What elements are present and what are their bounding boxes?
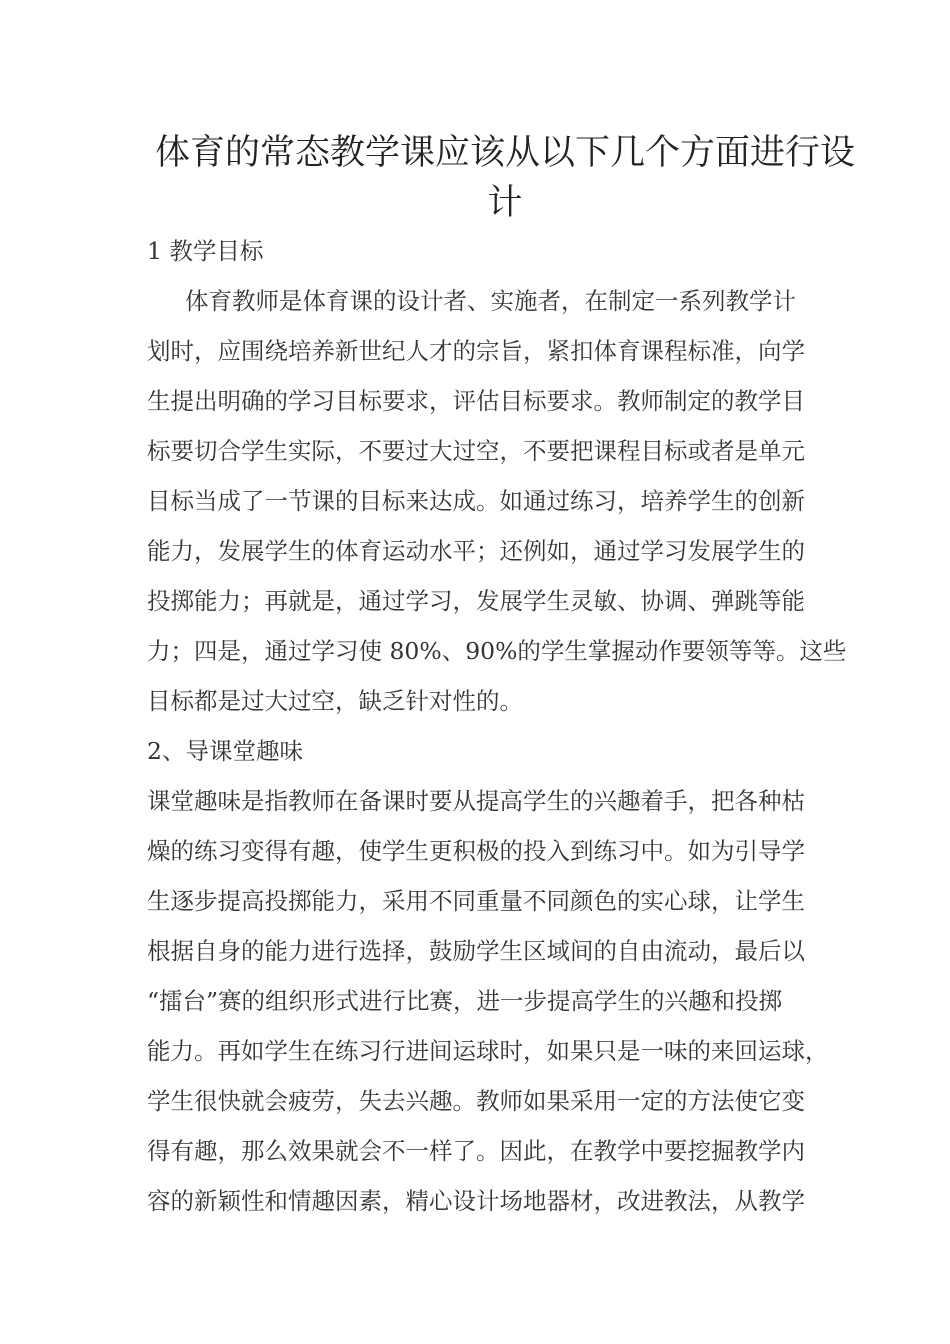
paragraph-line: 投掷能力；再就是，通过学习，发展学生灵敏、协调、弹跳等能 (147, 587, 805, 615)
document-title: 体育的常态教学课应该从以下几个方面进行设计 (154, 133, 855, 223)
paragraph-line: 燥的练习变得有趣，使学生更积极的投入到练习中。如为引导学 (147, 837, 805, 865)
paragraph-line: 目标都是过大过空，缺乏针对性的。 (147, 687, 523, 715)
paragraph-line: 体育教师是体育课的设计者、实施者，在制定一系列教学计 (185, 287, 796, 315)
paragraph-line: 课堂趣味是指教师在备课时要从提高学生的兴趣着手，把各种枯 (147, 787, 805, 815)
paragraph-line: 能力，发展学生的体育运动水平；还例如，通过学习发展学生的 (147, 537, 805, 565)
paragraph-line: 容的新颖性和情趣因素，精心设计场地器材，改进教法，从教学 (147, 1187, 805, 1215)
section-heading-2: 2、导课堂趣味 (147, 737, 303, 765)
paragraph-line: 根据自身的能力进行选择，鼓励学生区域间的自由流动，最后以 (147, 937, 805, 965)
paragraph-line: 得有趣，那么效果就会不一样了。因此，在教学中要挖掘教学内 (147, 1137, 805, 1165)
paragraph-line: 划时，应围绕培养新世纪人才的宗旨，紧扣体育课程标准，向学 (147, 337, 805, 365)
paragraph-line: “擂台”赛的组织形式进行比赛，进一步提高学生的兴趣和投掷 (147, 987, 783, 1015)
section-heading-1: 1 教学目标 (147, 237, 264, 265)
paragraph-line: 能力。再如学生在练习行进间运球时，如果只是一味的来回运球， (147, 1037, 829, 1065)
paragraph-line: 目标当成了一节课的目标来达成。如通过练习，培养学生的创新 (147, 487, 805, 515)
paragraph-line: 标要切合学生实际，不要过大过空，不要把课程目标或者是单元 (147, 437, 805, 465)
paragraph-line: 生提出明确的学习目标要求，评估目标要求。教师制定的教学目 (147, 387, 805, 415)
paragraph-line: 学生很快就会疲劳，失去兴趣。教师如果采用一定的方法使它变 (147, 1087, 805, 1115)
paragraph-line: 力；四是，通过学习使 80%、90%的学生掌握动作要领等等。这些 (147, 637, 847, 665)
paragraph-line: 生逐步提高投掷能力，采用不同重量不同颜色的实心球，让学生 (147, 887, 805, 915)
